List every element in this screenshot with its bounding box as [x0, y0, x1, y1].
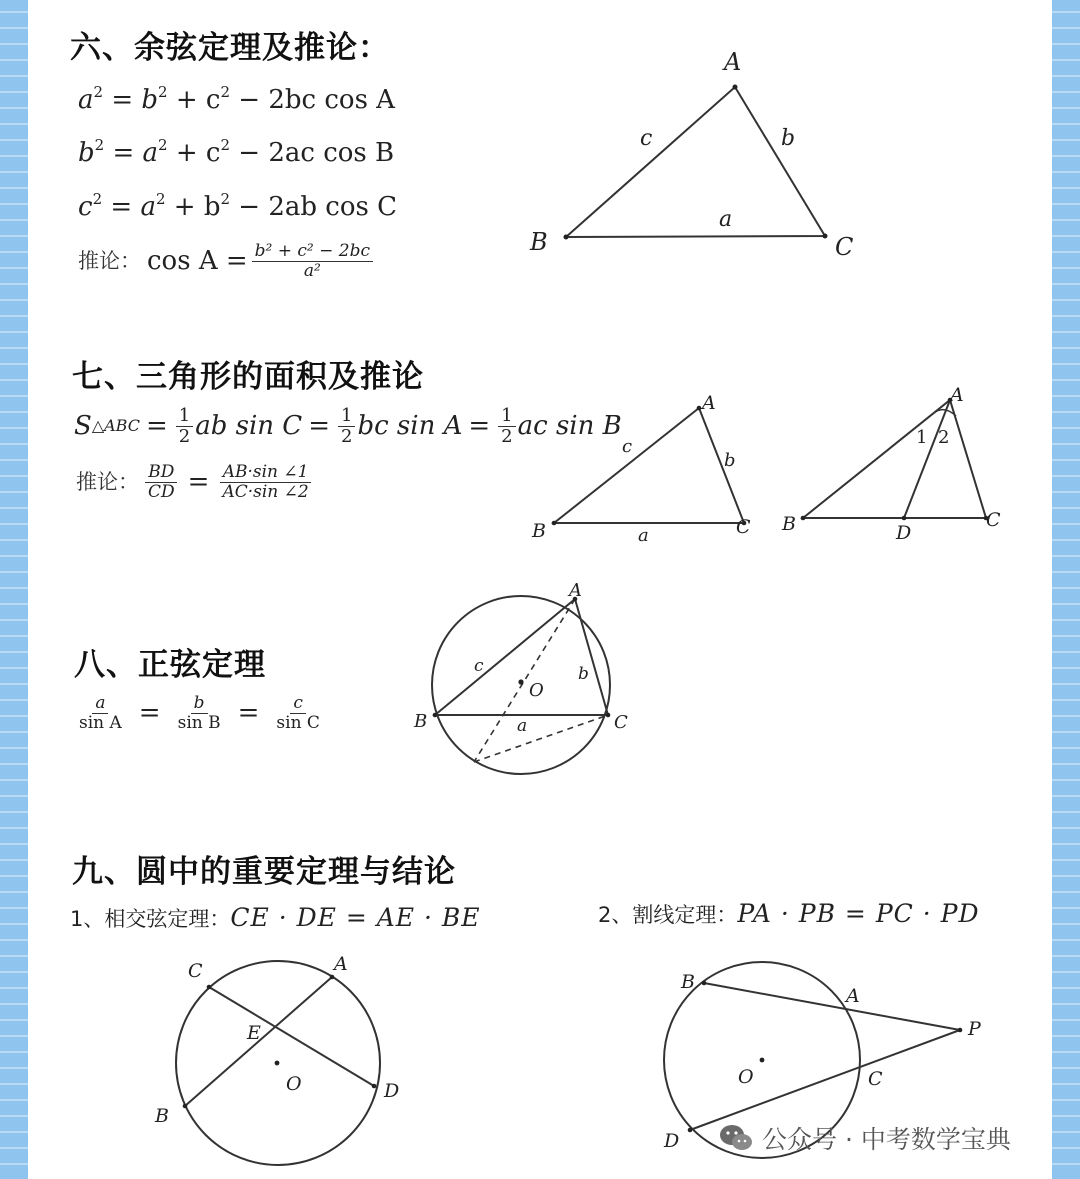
- svg-text:b: b: [724, 450, 736, 471]
- tri-vertex-A: A: [724, 48, 742, 76]
- svg-text:D: D: [664, 1130, 680, 1152]
- tri-side-c: c: [640, 126, 653, 151]
- watermark-text: 公众号 · 中考数学宝典: [762, 1125, 1011, 1154]
- svg-text:c: c: [474, 656, 484, 676]
- sine-law-formula: $\frac{a}{\text{sin A}}$ = $\frac{b}{\text{sin B}}$ = $\frac{c}{\text{sin C}}$: [79, 693, 320, 733]
- svg-text:B: B: [681, 971, 695, 993]
- svg-text:D: D: [896, 522, 912, 544]
- svg-text:A: A: [569, 580, 582, 601]
- svg-text:B: B: [414, 711, 428, 732]
- svg-text:1: 1: [916, 427, 928, 448]
- svg-text:P: P: [968, 1018, 981, 1040]
- svg-text:D: D: [384, 1080, 400, 1102]
- svg-text:A: A: [334, 953, 348, 975]
- section8-title: 八、正弦定理: [74, 647, 266, 683]
- svg-text:A: A: [950, 384, 964, 406]
- svg-text:c: c: [622, 436, 633, 457]
- right-decorative-strip: [1052, 0, 1080, 1179]
- svg-text:a: a: [638, 525, 649, 546]
- cosine-triangle-diagram: [498, 40, 918, 280]
- svg-text:O: O: [738, 1066, 754, 1088]
- svg-text:O: O: [529, 680, 544, 701]
- sine-law-circle-diagram: [404, 578, 664, 778]
- intersecting-chords-diagram: [138, 950, 428, 1175]
- content-sheet: [28, 0, 1052, 1179]
- cosine-law-a: $a^2 = b^2 + c^2 - 2bc$ cos A: [78, 83, 395, 115]
- cosine-law-c: $c^2 = a^2 + b^2 - 2ab$ cos C: [78, 190, 397, 222]
- section9-title: 九、圆中的重要定理与结论: [72, 854, 456, 890]
- section7-title: 七、三角形的面积及推论: [72, 359, 424, 395]
- intersecting-chords-theorem: 1、相交弦定理：CE · DE = AE · BE: [70, 903, 481, 932]
- svg-text:B: B: [532, 520, 546, 542]
- secant-theorem: 2、割线定理：PA · PB = PC · PD: [598, 899, 980, 928]
- tri-vertex-C: C: [835, 233, 854, 261]
- svg-text:A: A: [846, 985, 860, 1007]
- svg-text:B: B: [155, 1105, 169, 1127]
- svg-text:A: A: [702, 392, 716, 414]
- svg-text:E: E: [247, 1022, 261, 1044]
- angle-bisector-triangle-diagram: [778, 383, 1018, 548]
- svg-text:C: C: [868, 1068, 883, 1090]
- cosine-corollary: 推论： cos A = $\frac{\text{b² + c² − 2bc}}{\text{a²}}$: [78, 242, 377, 280]
- svg-text:2: 2: [938, 427, 950, 448]
- svg-text:a: a: [517, 716, 528, 736]
- area-corollary: 推论： $\frac{BD}{CD}$ = $\frac{AB\cdot\sin \angle 1}{AC\cdot\sin \angle 2}$: [76, 463, 316, 501]
- area-formula: S △ABC = $\frac{1}{2}$ ab sin C = $\frac{1}{2}$ bc sin A = $\frac{1}{2}$ ac sin B: [74, 405, 622, 447]
- tri-side-b: b: [781, 126, 796, 151]
- left-decorative-strip: [0, 0, 28, 1179]
- svg-text:C: C: [986, 509, 1001, 531]
- area-triangle-diagram: [524, 385, 774, 550]
- svg-text:C: C: [188, 960, 203, 982]
- svg-text:b: b: [578, 664, 589, 684]
- tri-side-a: a: [719, 207, 733, 232]
- cosine-law-b: $b^2 = a^2 + c^2 - 2ac$ cos B: [78, 136, 395, 168]
- svg-text:C: C: [614, 712, 628, 733]
- svg-text:C: C: [736, 516, 751, 538]
- svg-text:B: B: [782, 513, 796, 535]
- section6-title: 六、余弦定理及推论：: [70, 30, 390, 66]
- svg-text:O: O: [286, 1073, 302, 1095]
- wechat-icon: [718, 1123, 754, 1153]
- watermark: [718, 1118, 1011, 1158]
- tri-vertex-B: B: [530, 228, 548, 256]
